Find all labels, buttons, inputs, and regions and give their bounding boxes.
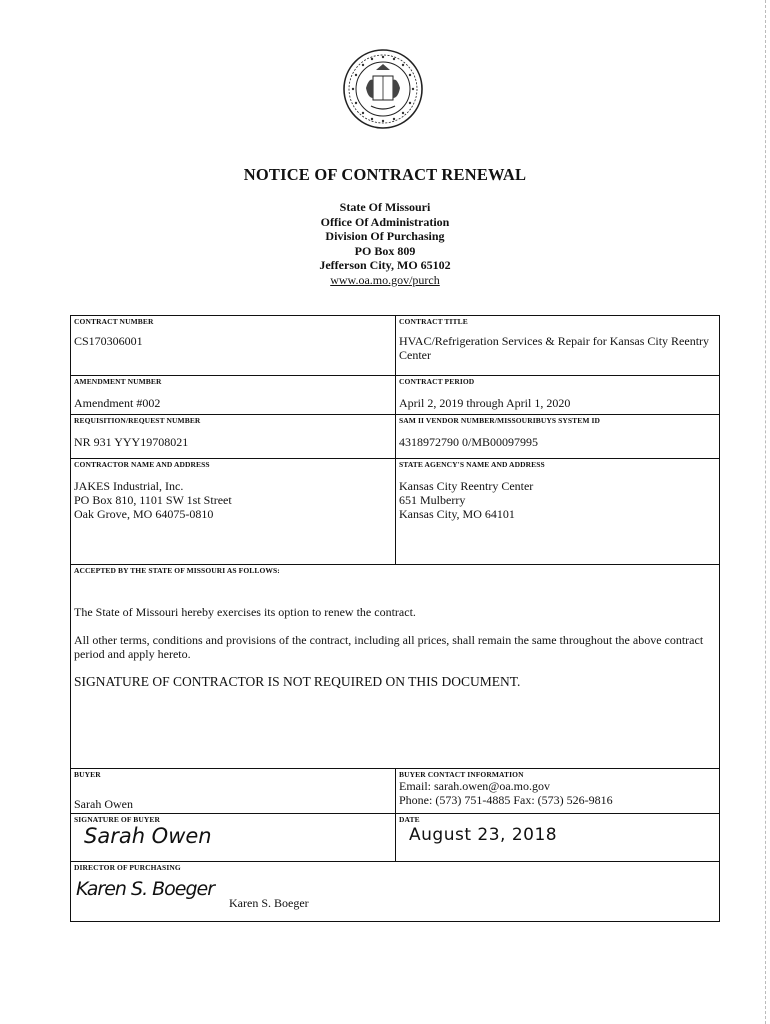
contractor-city: Oak Grove, MO 64075-0810 <box>74 507 214 521</box>
date-label: DATE <box>399 815 420 824</box>
contract-title-label: CONTRACT TITLE <box>399 317 468 326</box>
buyer-contact-cell <box>396 769 720 814</box>
buyer-label: BUYER <box>74 770 101 779</box>
requisition-number-cell <box>71 415 396 459</box>
agency-name: Kansas City Reentry Center <box>399 479 534 493</box>
page-edge-divider <box>765 0 770 1024</box>
amendment-number-label: AMENDMENT NUMBER <box>74 377 162 386</box>
amendment-number-value: Amendment #002 <box>74 396 161 410</box>
agency-line: State Of Missouri <box>339 200 431 214</box>
state-agency-cell <box>396 459 720 565</box>
contract-form-table <box>70 315 720 922</box>
buyer-signature-cell <box>71 814 396 862</box>
agency-address-block <box>0 200 770 287</box>
state-agency-label: STATE AGENCY'S NAME AND ADDRESS <box>399 460 545 469</box>
vendor-number-value: 4318972790 0/MB00097995 <box>399 435 539 449</box>
page-title: NOTICE OF CONTRACT RENEWAL <box>243 165 527 184</box>
requisition-number-label: REQUISITION/REQUEST NUMBER <box>74 416 201 425</box>
contractor-cell <box>71 459 396 565</box>
renewal-statement: The State of Missouri hereby exercises its option to renew the contract. <box>74 605 416 619</box>
buyer-signature-label: SIGNATURE OF BUYER <box>74 815 160 824</box>
director-label: DIRECTOR OF PURCHASING <box>74 863 181 872</box>
contract-period-value: April 2, 2019 through April 1, 2020 <box>399 396 571 410</box>
contract-number-value: CS170306001 <box>74 334 143 348</box>
buyer-name: Sarah Owen <box>74 797 133 811</box>
agency-line: Division Of Purchasing <box>325 229 445 243</box>
terms-statement: All other terms, conditions and provisions of the contract, including all prices, shall remain the same throughout the above contract period and apply hereto. <box>74 633 704 661</box>
contractor-street: PO Box 810, 1101 SW 1st Street <box>74 493 232 507</box>
contract-title-value: HVAC/Refrigeration Services & Repair for Kansas City Reentry Center <box>399 334 710 362</box>
acceptance-cell <box>71 565 720 769</box>
contract-period-cell <box>396 376 720 415</box>
vendor-number-cell <box>396 415 720 459</box>
contract-number-cell <box>71 316 396 376</box>
purchasing-website-link[interactable]: www.oa.mo.gov/purch <box>330 272 440 287</box>
amendment-number-cell <box>71 376 396 415</box>
director-name: Karen S. Boeger <box>229 896 309 910</box>
contractor-label: CONTRACTOR NAME AND ADDRESS <box>74 460 210 469</box>
agency-line: Office Of Administration <box>320 214 450 229</box>
date-cell <box>396 814 720 862</box>
agency-line: Jefferson City, MO 65102 <box>319 258 451 272</box>
signature-not-required-statement: SIGNATURE OF CONTRACTOR IS NOT REQUIRED ON THIS DOCUMENT. <box>74 674 521 689</box>
director-cell <box>71 862 720 922</box>
contract-title-cell <box>396 316 720 376</box>
buyer-email[interactable]: Email: sarah.owen@oa.mo.gov <box>399 779 551 793</box>
contract-period-label: CONTRACT PERIOD <box>399 377 475 386</box>
requisition-number-value: NR 931 YYY19708021 <box>74 435 189 449</box>
contractor-name: JAKES Industrial, Inc. <box>74 479 184 493</box>
vendor-number-label: SAM II VENDOR NUMBER/MISSOURIBUYS SYSTEM ID <box>399 416 601 425</box>
buyer-contact-label: BUYER CONTACT INFORMATION <box>399 770 524 779</box>
buyer-signature: Sarah Owen <box>84 824 212 848</box>
agency-street: 651 Mulberry <box>399 493 466 507</box>
agency-city: Kansas City, MO 64101 <box>399 507 515 521</box>
director-signature: Karen S. Boeger <box>76 878 215 900</box>
date-value: August 23, 2018 <box>409 825 558 845</box>
state-seal-logo <box>342 48 424 130</box>
contract-number-label: CONTRACT NUMBER <box>74 317 154 326</box>
buyer-phone: Phone: (573) 751-4885 Fax: (573) 526-9816 <box>399 793 613 807</box>
agency-line: PO Box 809 <box>354 243 416 258</box>
buyer-cell <box>71 769 396 814</box>
acceptance-label: ACCEPTED BY THE STATE OF MISSOURI AS FOLLOWS: <box>74 566 280 575</box>
